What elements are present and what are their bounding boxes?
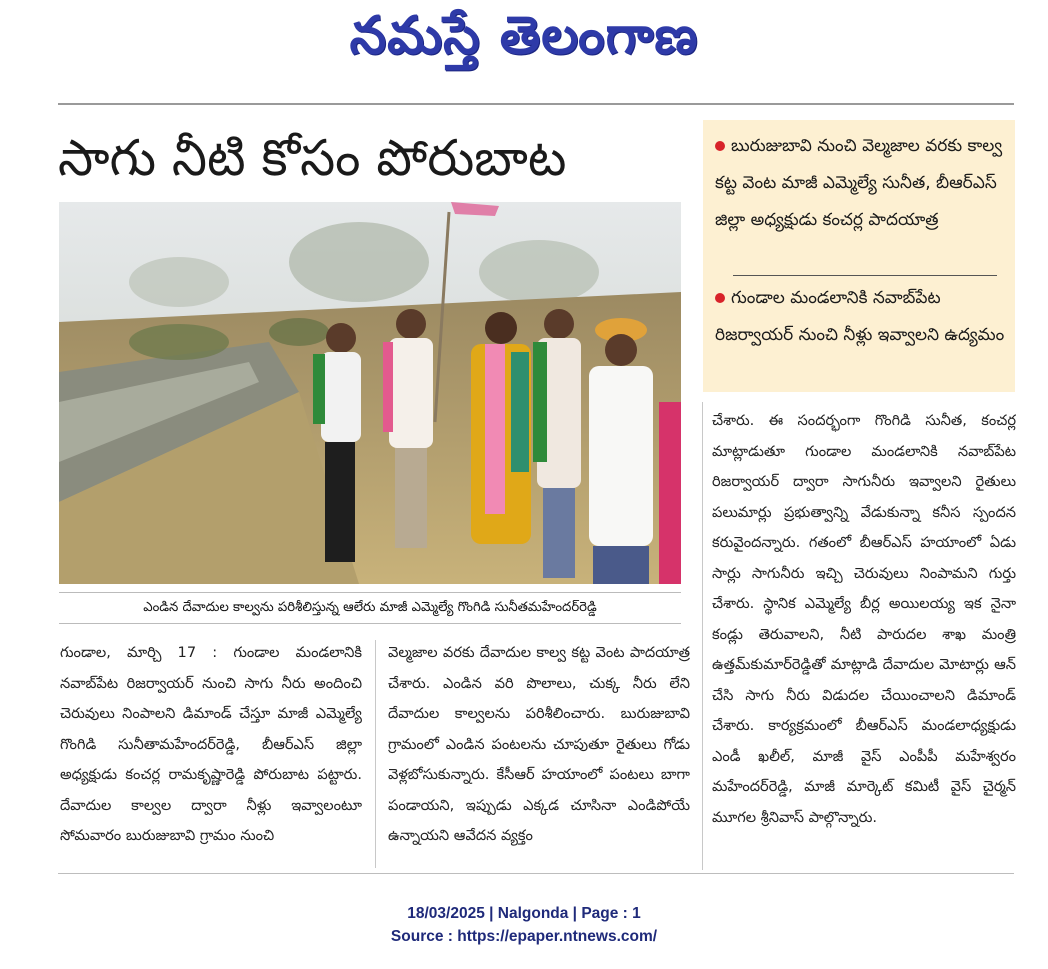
edition-info: 18/03/2025 | Nalgonda | Page : 1 (407, 905, 641, 922)
masthead (0, 0, 1048, 80)
article-headline: సాగు నీటి కోసం పోరుబాట (58, 129, 567, 187)
article-text: చేశారు. ఈ సందర్భంగా గొంగిడి సునీత, కంచర్ల మాట్లాడుతూ గుండాల మండలానికి నవాబ్‌పేట రిజర్వాయర్ ద్వారా సాగునీరు ఇవ్వాలని రైతులు పలుమార్లు ప్రభుత్వాన్ని వేడుకున్నా కనీస స్పందన కరువైందన్నారు. గతంలో బీఆర్ఎస్ హయాంలో ఏడు సార్లు సాగునీరు ఇచ్చి చెరువులు నింపామని గుర్తు చేశారు. స్థానిక ఎమ్మెల్యే బీర్ల అయిలయ్య ఇక నైనా కండ్లు తెరువాలని, నీటి పారుదల శాఖ మంత్రి ఉత్తమ్‌కుమార్‌రెడ్డితో మాట్లాడి దేవాదుల మోటార్లు ఆన్ చేసి సాగు నీరు విడుదల చేయించాలని డిమాండ్ చేశారు. కార్యక్రమంలో బీఆర్ఎస్ మండలాధ్యక్షుడు ఎండీ ఖలీల్, మాజీ వైస్ ఎంపీపీ మహేశ్వరం మహేందర్‌రెడ్డి, మాజీ మార్కెట్ కమిటీ వైస్ చైర్మన్ మూగల శ్రీనివాస్ పాల్గొన్నారు. (712, 412, 1016, 826)
column-divider (375, 640, 376, 868)
source-link[interactable]: Source : https://epaper.ntnews.com/ (390, 928, 658, 945)
bullet-icon (715, 293, 725, 303)
highlight-item (715, 128, 1007, 239)
page-footer (0, 902, 1048, 952)
field-photo-illustration (59, 202, 681, 584)
masthead-title: నమస్తే తెలంగాణ (349, 6, 699, 66)
bottom-divider (58, 873, 1014, 874)
article-column-1 (60, 638, 362, 868)
article-text: గుండాల, మార్చి 17 : గుండాల మండలానికి నవాబ్‌పేట రిజర్వాయర్ నుంచి సాగు నీరు అందించి చెరువులు నింపాలని డిమాండ్ చేస్తూ మాజీ ఎమ్మెల్యే గొంగిడి సునీతామహేందర్‌రెడ్డి, బీఆర్ఎస్ జిల్లా అధ్యక్షుడు కంచర్ల రామకృష్ణారెడ్డి పోరుబాట పట్టారు. దేవాదుల కాల్వల ద్వారా నీళ్లు ఇవ్వాలంటూ సోమవారం బురుజుబావి గ్రామం నుంచి (60, 644, 362, 844)
highlight-item (715, 280, 1007, 354)
column-divider (702, 402, 703, 870)
bullet-icon (715, 141, 725, 151)
top-divider (58, 103, 1014, 105)
highlight-text: బురుజుబావి నుంచి వెల్మజాల వరకు కాల్వ కట్ట వెంట మాజీ ఎమ్మెల్యే సునీత, బీఆర్ఎస్ జిల్లా అధ్యక్షుడు కంచర్ల పాదయాత్ర (715, 136, 1003, 230)
article-text: వెల్మజాల వరకు దేవాదుల కాల్వ కట్ట వెంట పాదయాత్ర చేశారు. ఎండిన వరి పొలాలు, చుక్క నీరు లేని దేవాదుల కాల్వలను పరిశీలించారు. బురుజుబావి గ్రామంలో ఎండిన పంటలను చూపుతూ రైతులు గోడు వెళ్లబోసుకున్నారు. కేసీఆర్ హయాంలో పంటలు బాగా పండాయని, ఇప్పుడు ఎక్కడ చూసినా ఎండిపోయే ఉన్నాయని ఆవేదన వ్యక్తం (388, 644, 690, 844)
article-photo (59, 202, 681, 584)
highlight-text: గుండాల మండలానికి నవాబ్‌పేట రిజర్వాయర్ నుంచి నీళ్లు ఇవ్వాలని ఉద్యమం (715, 288, 1005, 345)
highlight-divider (733, 275, 997, 276)
article-column-2 (388, 638, 690, 868)
article-column-3 (712, 406, 1016, 866)
photo-caption: ఎండిన దేవాదుల కాల్వను పరిశీలిస్తున్న ఆలేరు మాజీ ఎమ్మెల్యే గొంగిడి సునీతమహేందర్‌రెడ్డి (59, 592, 681, 624)
highlights-box (703, 120, 1015, 392)
